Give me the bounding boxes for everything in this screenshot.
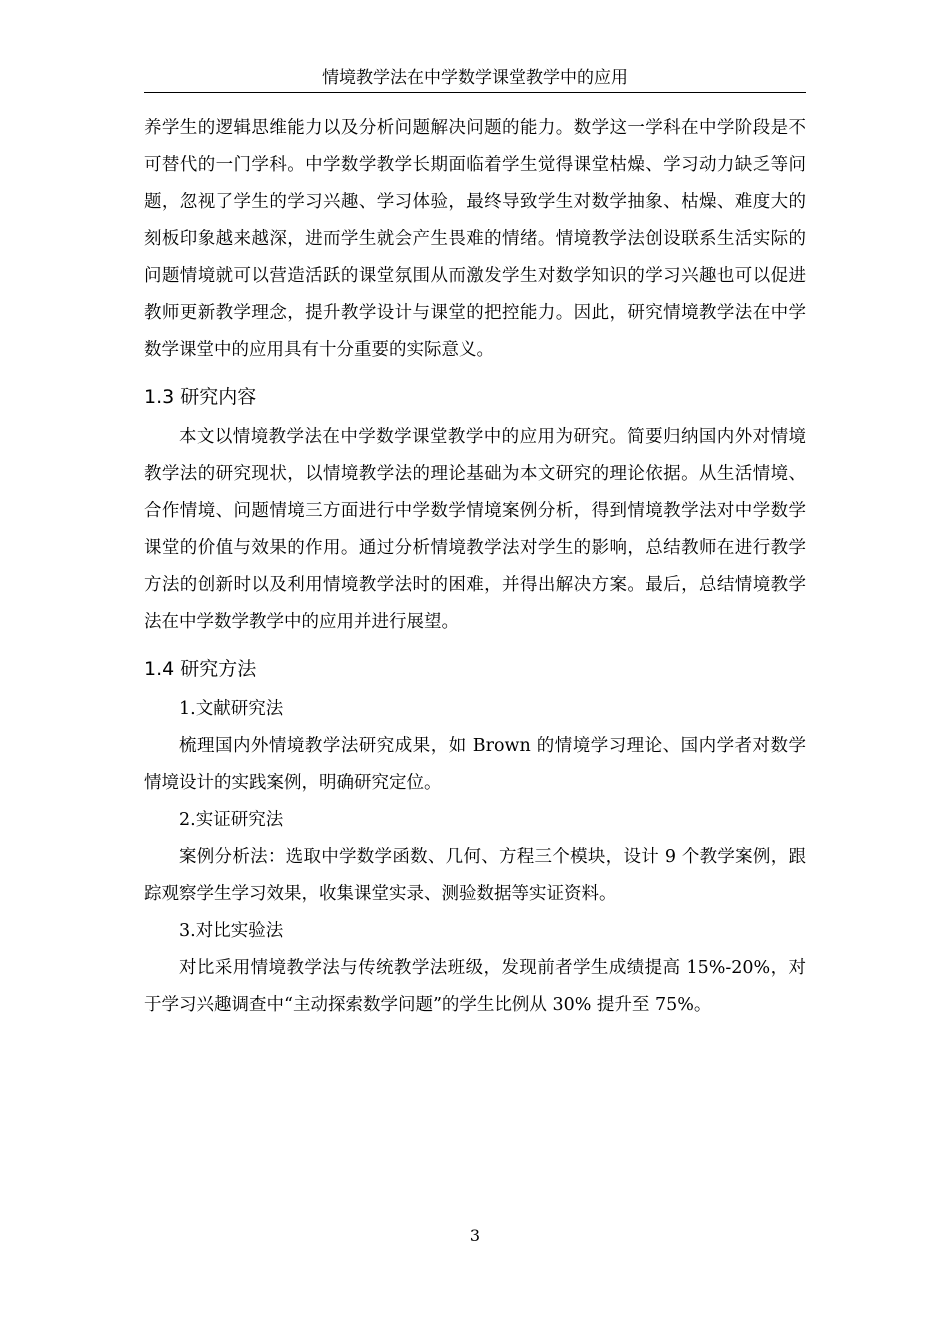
running-header (144, 64, 806, 93)
page-number: 3 (469, 1226, 481, 1245)
running-header-title: 情境教学法在中学数学课堂教学中的应用 (322, 68, 628, 88)
method-empirical-text: 案例分析法：选取中学数学函数、几何、方程三个模块，设计 9 个教学案例，跟踪观察学生学习效果，收集课堂实录、测验数据等实证资料。 (144, 847, 806, 904)
section-heading-research-content: 1.3 研究内容 (144, 386, 257, 408)
section-heading-research-methods: 1.4 研究方法 (144, 658, 257, 680)
document-body (144, 110, 806, 1024)
method-comparison-text: 对比采用情境教学法与传统教学法班级，发现前者学生成绩提高 15%-20%，对于学习兴趣调查中“主动探索数学问题”的学生比例从 30% 提升至 75%。 (144, 958, 806, 1015)
intro-paragraph: 养学生的逻辑思维能力以及分析问题解决问题的能力。数学这一学科在中学阶段是不可替代的一门学科。中学数学教学长期面临着学生觉得课堂枯燥、学习动力缺乏等问题，忽视了学生的学习兴趣、学习体验，最终导致学生对数学抽象、枯燥、难度大的刻板印象越来越深，进而学生就会产生畏难的情绪。情境教学法创设联系生活实际的问题情境就可以营造活跃的课堂氛围从而激发学生对数学知识的学习兴趣也可以促进教师更新教学理念，提升教学设计与课堂的把控能力。因此，研究情境教学法在中学数学课堂中的应用具有十分重要的实际意义。 (144, 118, 806, 360)
research-content-paragraph: 本文以情境教学法在中学数学课堂教学中的应用为研究。简要归纳国内外对情境教学法的研究现状，以情境教学法的理论基础为本文研究的理论依据。从生活情境、合作情境、问题情境三方面进行中学数学情境案例分析，得到情境教学法对中学数学课堂的价值与效果的作用。通过分析情境教学法对学生的影响，总结教师在进行教学方法的创新时以及利用情境教学法时的困难，并得出解决方案。最后，总结情境教学法在中学数学教学中的应用并进行展望。 (144, 427, 806, 632)
method-empirical-title: 2.实证研究法 (179, 810, 284, 830)
method-literature-text: 梳理国内外情境教学法研究成果，如 Brown 的情境学习理论、国内学者对数学情境设计的实践案例，明确研究定位。 (144, 736, 806, 793)
method-comparison-title: 3.对比实验法 (179, 921, 284, 941)
method-literature-title: 1.文献研究法 (179, 699, 284, 719)
